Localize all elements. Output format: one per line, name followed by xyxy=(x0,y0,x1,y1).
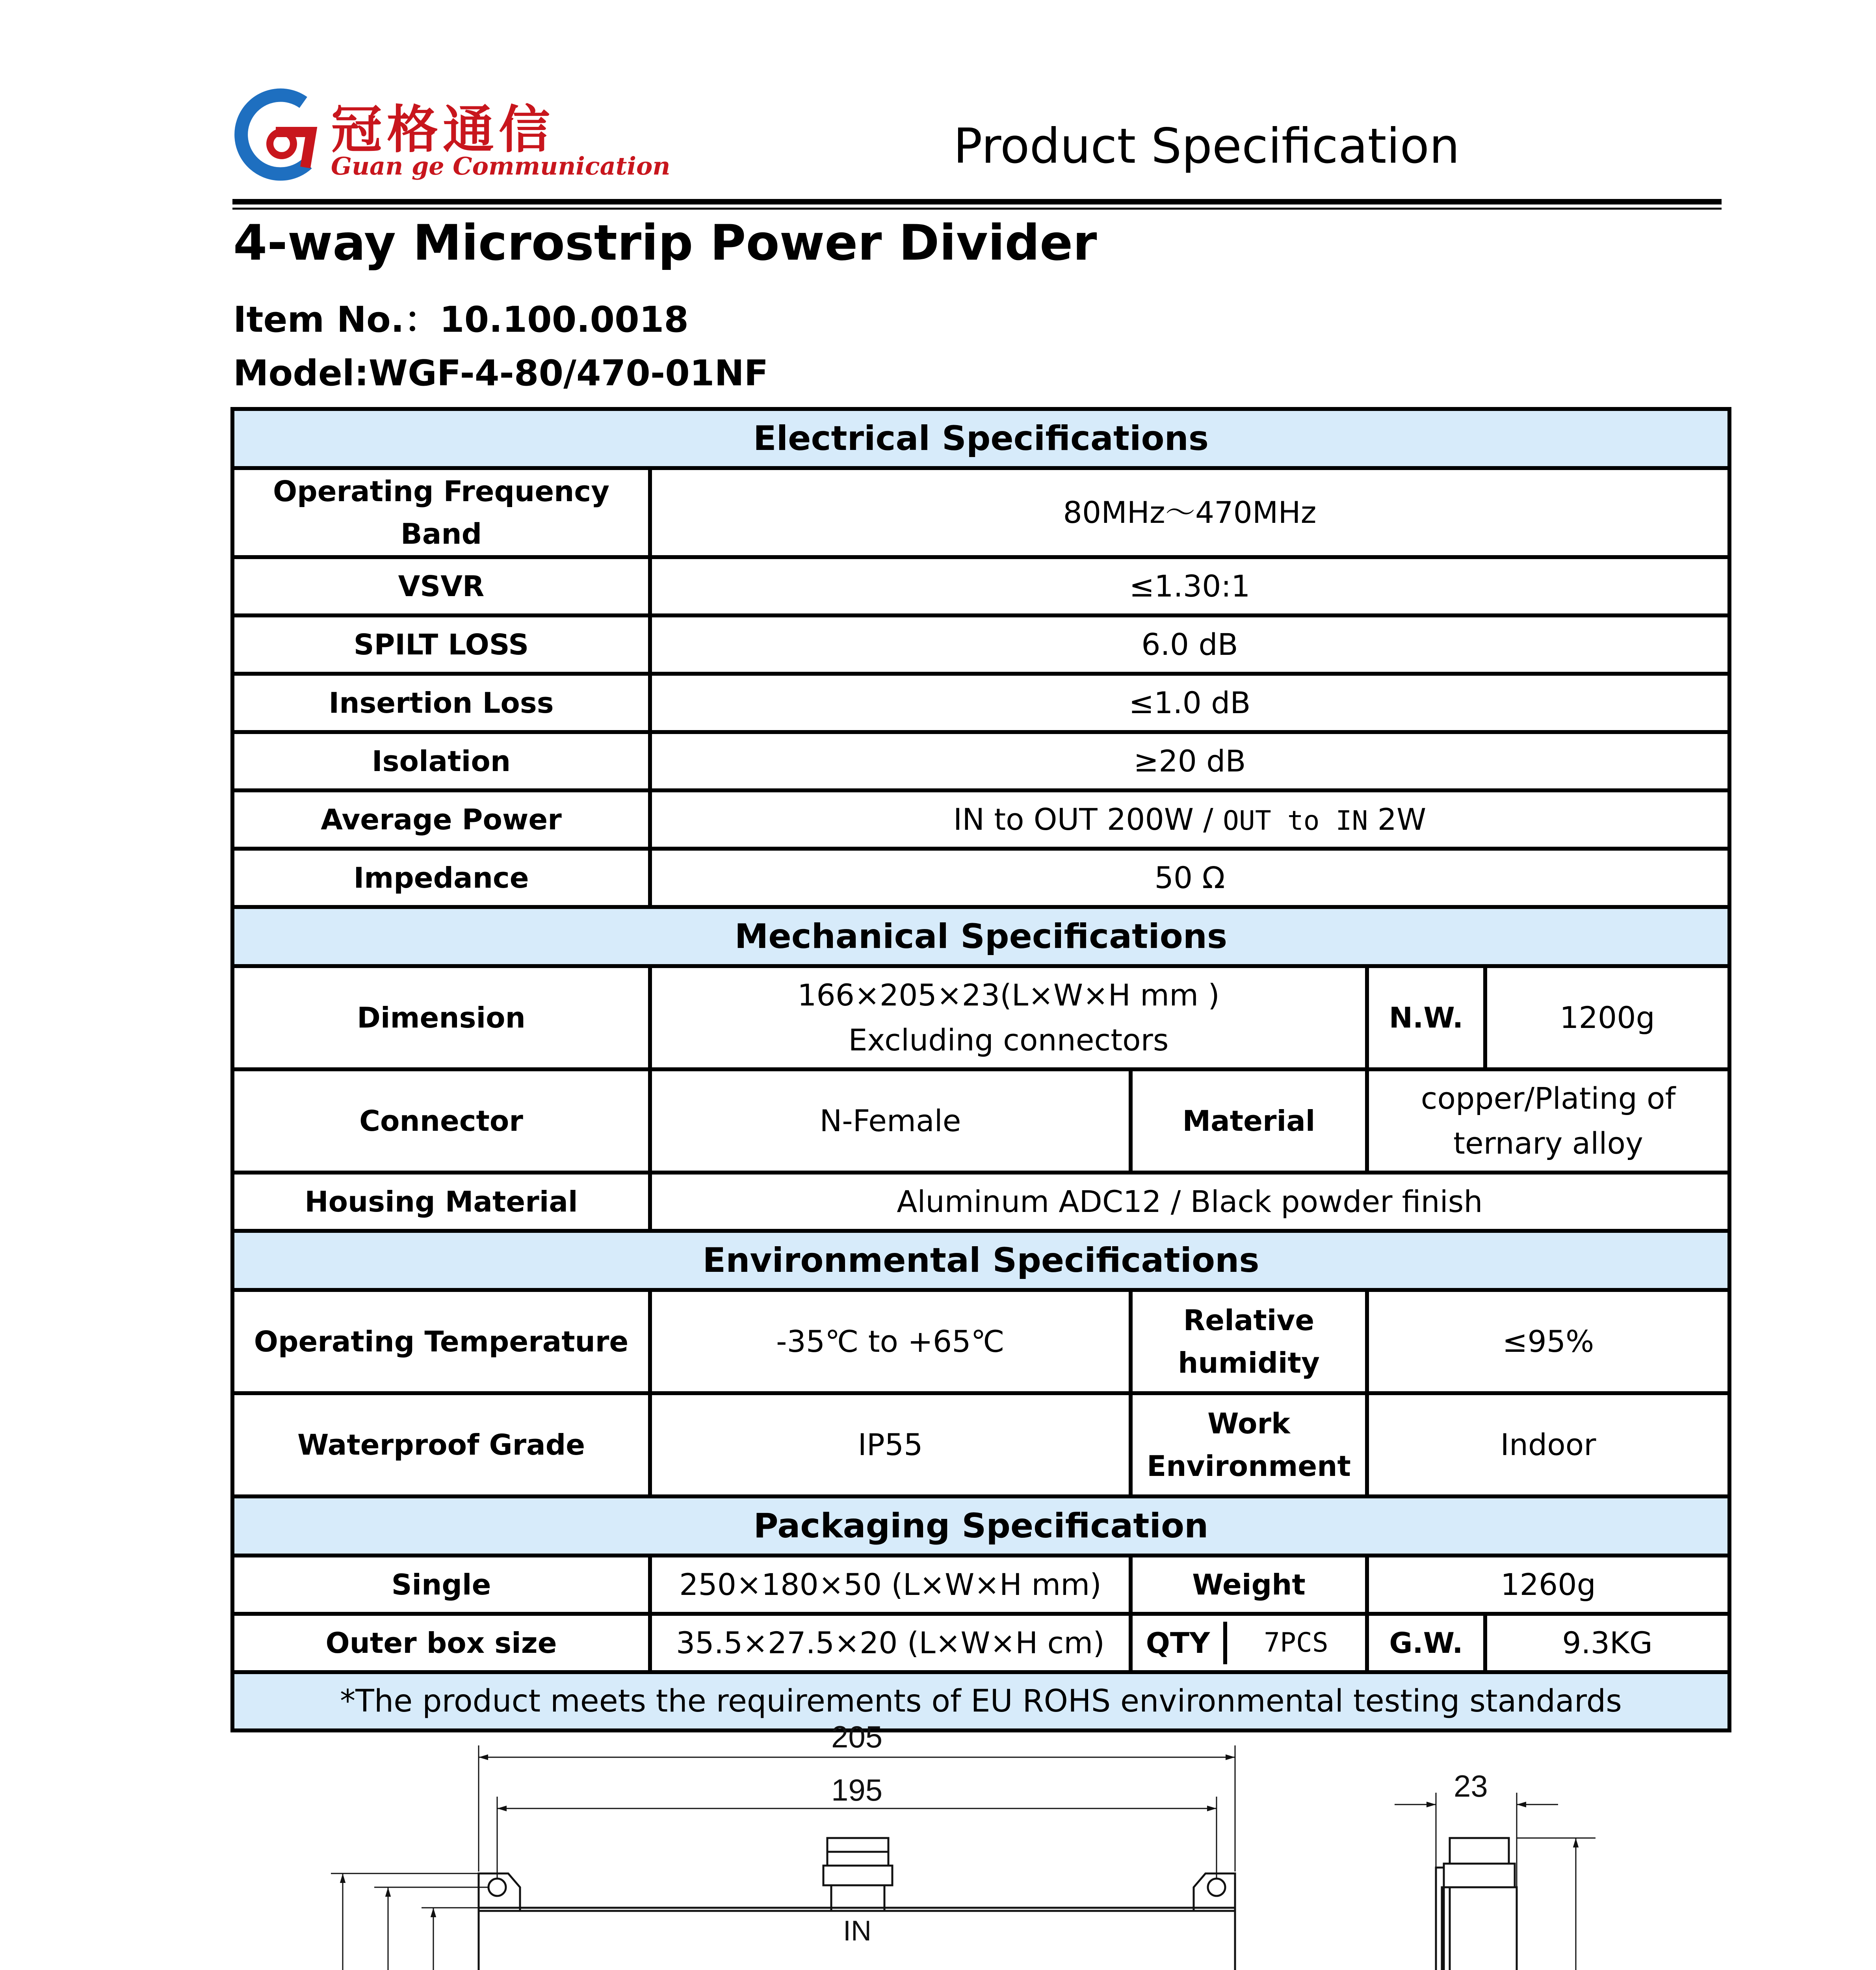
section-title: Mechanical Specifications xyxy=(232,907,1729,966)
in-connector xyxy=(823,1838,892,1911)
spec-value: N-Female xyxy=(650,1069,1131,1173)
spec-label: Operating Frequency Band xyxy=(232,468,650,557)
dim-205-label: 205 xyxy=(831,1719,883,1754)
product-title: 4-way Microstrip Power Divider xyxy=(233,215,1097,271)
section-row-electrical xyxy=(232,409,1729,468)
spec-value: ≤95% xyxy=(1367,1290,1729,1393)
spec-value: -35℃ to +65℃ xyxy=(650,1290,1131,1393)
spec-label: Weight xyxy=(1131,1556,1367,1614)
section-row-packaging xyxy=(232,1496,1729,1556)
spec-value: IP55 xyxy=(650,1393,1131,1496)
spec-row xyxy=(232,557,1729,615)
spec-label: Dimension xyxy=(232,966,650,1069)
spec-label: Waterproof Grade xyxy=(232,1393,650,1496)
spec-value: 50 Ω xyxy=(650,849,1729,907)
spec-label: Housing Material xyxy=(232,1173,650,1231)
humidity-label-2: humidity xyxy=(1178,1346,1320,1379)
spec-label: SPILT LOSS xyxy=(232,615,650,674)
item-number-label: Item No.： xyxy=(233,299,440,340)
company-name-cn: 冠格通信 xyxy=(331,99,555,160)
work-env-label-1: Work xyxy=(1207,1407,1290,1440)
qty-value: 7PCS xyxy=(1264,1627,1328,1658)
spec-row xyxy=(232,1173,1729,1231)
spec-value: 1260g xyxy=(1367,1556,1729,1614)
spec-label: Isolation xyxy=(232,732,650,790)
spec-table xyxy=(230,407,1731,1732)
spec-value: Aluminum ADC12 / Black powder finish xyxy=(650,1173,1729,1231)
spec-value xyxy=(650,966,1367,1069)
spec-value xyxy=(650,790,1729,849)
item-number xyxy=(233,291,689,342)
spec-value: 1200g xyxy=(1485,966,1729,1069)
dimension-line-1: 166×205×23(L×W×H mm ) xyxy=(797,978,1220,1013)
power-value-b: OUT to IN xyxy=(1222,805,1368,836)
spec-label xyxy=(1131,1393,1367,1496)
spec-label: Operating Temperature xyxy=(232,1290,650,1393)
spec-row xyxy=(232,1069,1729,1173)
spec-label: Material xyxy=(1131,1069,1367,1173)
technical-drawing xyxy=(0,1714,1876,1970)
spec-row xyxy=(232,615,1729,674)
section-title: Electrical Specifications xyxy=(232,409,1729,468)
spec-value: ≥20 dB xyxy=(650,732,1729,790)
spec-row xyxy=(232,468,1729,557)
dimension-line-2: Excluding connectors xyxy=(848,1022,1169,1057)
work-env-label-2: Environment xyxy=(1147,1450,1351,1483)
in-port-label: IN xyxy=(843,1915,871,1947)
power-value-a: IN to OUT 200W / xyxy=(953,802,1213,837)
spec-label: Connector xyxy=(232,1069,650,1173)
spec-value: 35.5×27.5×20 (L×W×H cm) xyxy=(650,1614,1131,1672)
section-title: Environmental Specifications xyxy=(232,1231,1729,1290)
spec-value: ≤1.30:1 xyxy=(650,557,1729,615)
spec-label: Single xyxy=(232,1556,650,1614)
spec-row xyxy=(232,1393,1729,1496)
spec-row xyxy=(232,732,1729,790)
spec-label: N.W. xyxy=(1367,966,1485,1069)
company-logo xyxy=(232,85,671,191)
item-number-value: 10.100.0018 xyxy=(440,299,689,340)
spec-row xyxy=(232,1556,1729,1614)
qty-label: QTY xyxy=(1133,1622,1227,1664)
spec-value: 9.3KG xyxy=(1485,1614,1729,1672)
spec-row xyxy=(232,674,1729,732)
page-header-title: Product Specification xyxy=(953,118,1460,174)
spec-label: Insertion Loss xyxy=(232,674,650,732)
model-number: Model:WGF-4-80/470-01NF xyxy=(233,353,769,394)
spec-value: 80MHz～470MHz xyxy=(650,468,1729,557)
spec-value: Indoor xyxy=(1367,1393,1729,1496)
dim-195-label: 195 xyxy=(831,1773,883,1807)
spec-row xyxy=(232,1614,1729,1672)
spec-row xyxy=(232,849,1729,907)
logo-g-icon xyxy=(232,85,323,187)
mount-hole xyxy=(1208,1879,1225,1896)
spec-value xyxy=(1367,1069,1729,1173)
company-name-en: Guan ge Communication xyxy=(331,152,671,180)
spec-label: Outer box size xyxy=(232,1614,650,1672)
material-line-1: copper/Plating of xyxy=(1421,1081,1676,1116)
section-row-environmental xyxy=(232,1231,1729,1290)
spec-label xyxy=(1131,1290,1367,1393)
spec-label: VSVR xyxy=(232,557,650,615)
material-line-2: ternary alloy xyxy=(1453,1126,1643,1161)
rohs-note: *The product meets the requirements of EU ROHS environmental testing standards xyxy=(232,1672,1729,1730)
spec-row xyxy=(232,1290,1729,1393)
dim-23-label: 23 xyxy=(1454,1769,1488,1803)
spec-label: Average Power xyxy=(232,790,650,849)
section-row-mechanical xyxy=(232,907,1729,966)
section-title: Packaging Specification xyxy=(232,1496,1729,1556)
spec-label: Impedance xyxy=(232,849,650,907)
spec-value: ≤1.0 dB xyxy=(650,674,1729,732)
spec-row xyxy=(232,966,1729,1069)
header-rule-thick xyxy=(232,199,1722,204)
humidity-label-1: Relative xyxy=(1183,1304,1315,1337)
spec-value: 6.0 dB xyxy=(650,615,1729,674)
spec-value: 250×180×50 (L×W×H mm) xyxy=(650,1556,1131,1614)
spec-label xyxy=(1131,1614,1367,1672)
mount-hole xyxy=(489,1879,506,1896)
header-rule-thin xyxy=(232,208,1722,210)
spec-label: G.W. xyxy=(1367,1614,1485,1672)
side-view xyxy=(1436,1838,1517,1970)
power-value-c: 2W xyxy=(1377,802,1427,837)
spec-row xyxy=(232,790,1729,849)
